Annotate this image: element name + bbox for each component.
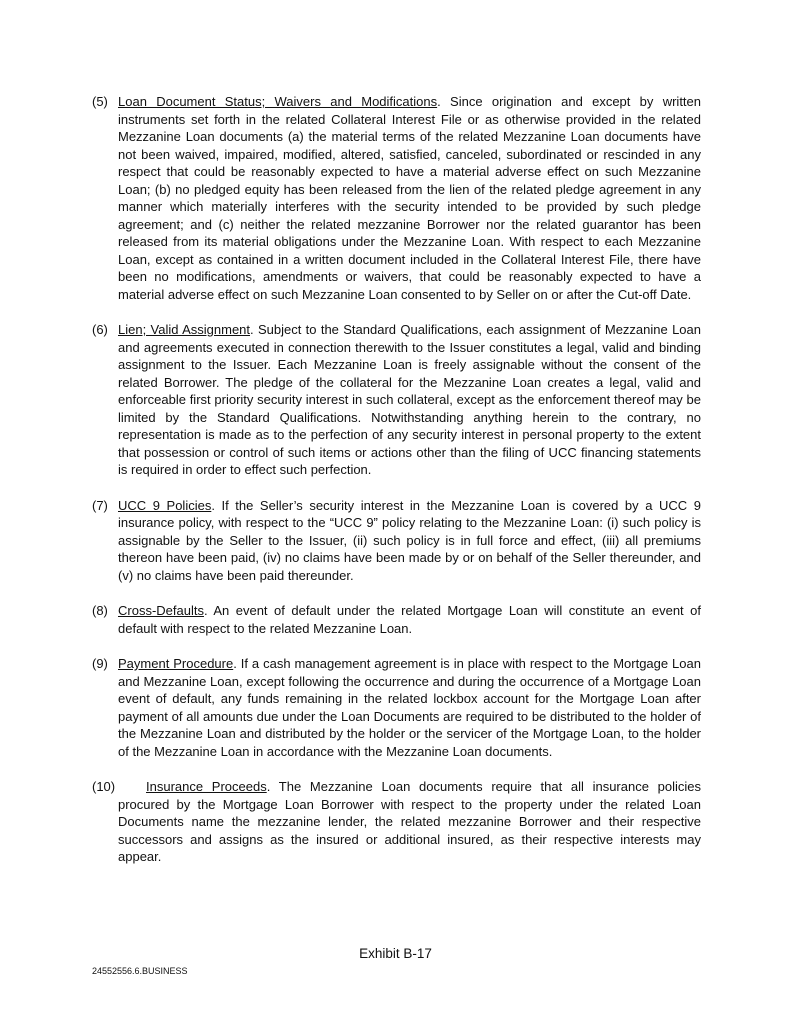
paragraph-text: . If a cash management agreement is in place with respect to the Mortgage Loan and Mezzanine Loan, except following the occurrence and during the occurrence of a Mortgage Loan event of default, any funds remaining in the related lockbox account for the Mortgage Loan after payment of all amounts due under the Loan Documents are required to be distributed to the holder of the Mezzanine Loan and distributed by the holder or the servicer of the Mortgage Loan, to the holder of the Mezzanine Loan in accordance with the Mezzanine Loan documents. — [118, 656, 701, 759]
paragraph-number: (5) — [92, 94, 108, 109]
paragraph-title: Payment Procedure — [118, 656, 234, 671]
exhibit-label: Exhibit B-17 — [359, 946, 432, 961]
paragraph-7 — [92, 497, 701, 585]
paragraph-5 — [92, 93, 701, 303]
paragraph-10 — [92, 778, 701, 866]
document-id-footer: 24552556.6.BUSINESS — [92, 966, 188, 976]
paragraph-text: . If the Seller’s security interest in the Mezzanine Loan is covered by a UCC 9 insurance policy, with respect to the “UCC 9” policy relating to the Mezzanine Loan: (i) such policy is assignable by the Seller to the Issuer, (ii) such policy is in full force and effect, (iii) all premiums thereon have been paid, (iv) no claims have been made by or on behalf of the Seller thereunder, and (v) no claims have been paid thereunder. — [118, 497, 701, 583]
paragraph-title: Insurance Proceeds — [146, 779, 267, 794]
paragraph-text: . Since origination and except by written instruments set forth in the related Collateral Interest File or as otherwise provided in the related Mezzanine Loan documents (a) the material terms of the related Mezzanine Loan documents have not been waived, impaired, modified, altered, satisfied, canceled, subordinated or rescinded in any respect that could be reasonably expected to have a material adverse effect on such Mezzanine Loan; (b) no pledged equity has been released from the lien of the related pledge agreement in any manner which materially interferes with the security intended to be provided by such pledge agreement; and (c) neither the related mezzanine Borrower nor the related guarantor has been released from its material obligations under the Mezzanine Loan. With respect to each Mezzanine Loan, except as contained in a written document included in the Collateral Interest File, there have been no modifications, amendments or waivers, that could be reasonably expected to have a material adverse effect on such Mezzanine Loan consented to by Seller on or after the Cut-off Date. — [118, 94, 701, 302]
document-body — [92, 93, 701, 884]
paragraph-title: Cross-Defaults — [118, 603, 204, 618]
paragraph-number: (8) — [92, 603, 108, 618]
paragraph-title: UCC 9 Policies — [118, 497, 212, 513]
paragraph-text: . Subject to the Standard Qualifications, each assignment of Mezzanine Loan and agreements executed in connection therewith to the Issuer constitutes a legal, valid and binding assignment to the Issuer. Each Mezzanine Loan is freely assignable without the consent of the related Borrower. The pledge of the collateral for the Mezzanine Loan creates a legal, valid and enforceable first priority security interest in such collateral, except as the enforcement thereof may be limited by the Standard Qualifications. Notwithstanding anything herein to the contrary, no representation is made as to the perfection of any security interest in personal property to the extent that possession or control of such items or actions other than the filing of UCC financing statements is required in order to effect such perfection. — [118, 322, 701, 477]
paragraph-title: Loan Document Status; Waivers and Modifications — [118, 94, 438, 109]
paragraph-title: Lien; Valid Assignment — [118, 322, 251, 337]
paragraph-6 — [92, 321, 701, 479]
paragraph-number: (9) — [92, 656, 108, 671]
paragraph-9 — [92, 655, 701, 760]
paragraph-text: . An event of default under the related Mortgage Loan will constitute an event of default with respect to the related Mezzanine Loan. — [118, 603, 701, 636]
paragraph-text: . The Mezzanine Loan documents require that all insurance policies procured by the Mortgage Loan Borrower with respect to the property under the related Loan Documents name the mezzanine lender, the related mezzanine Borrower and their respective successors and assigns as the insured or additional insured, as their respective interests may appear. — [118, 779, 702, 864]
paragraph-number: (7) — [92, 497, 108, 513]
paragraph-number: (10) — [92, 779, 116, 794]
paragraph-8 — [92, 602, 701, 637]
paragraph-number: (6) — [92, 322, 108, 337]
